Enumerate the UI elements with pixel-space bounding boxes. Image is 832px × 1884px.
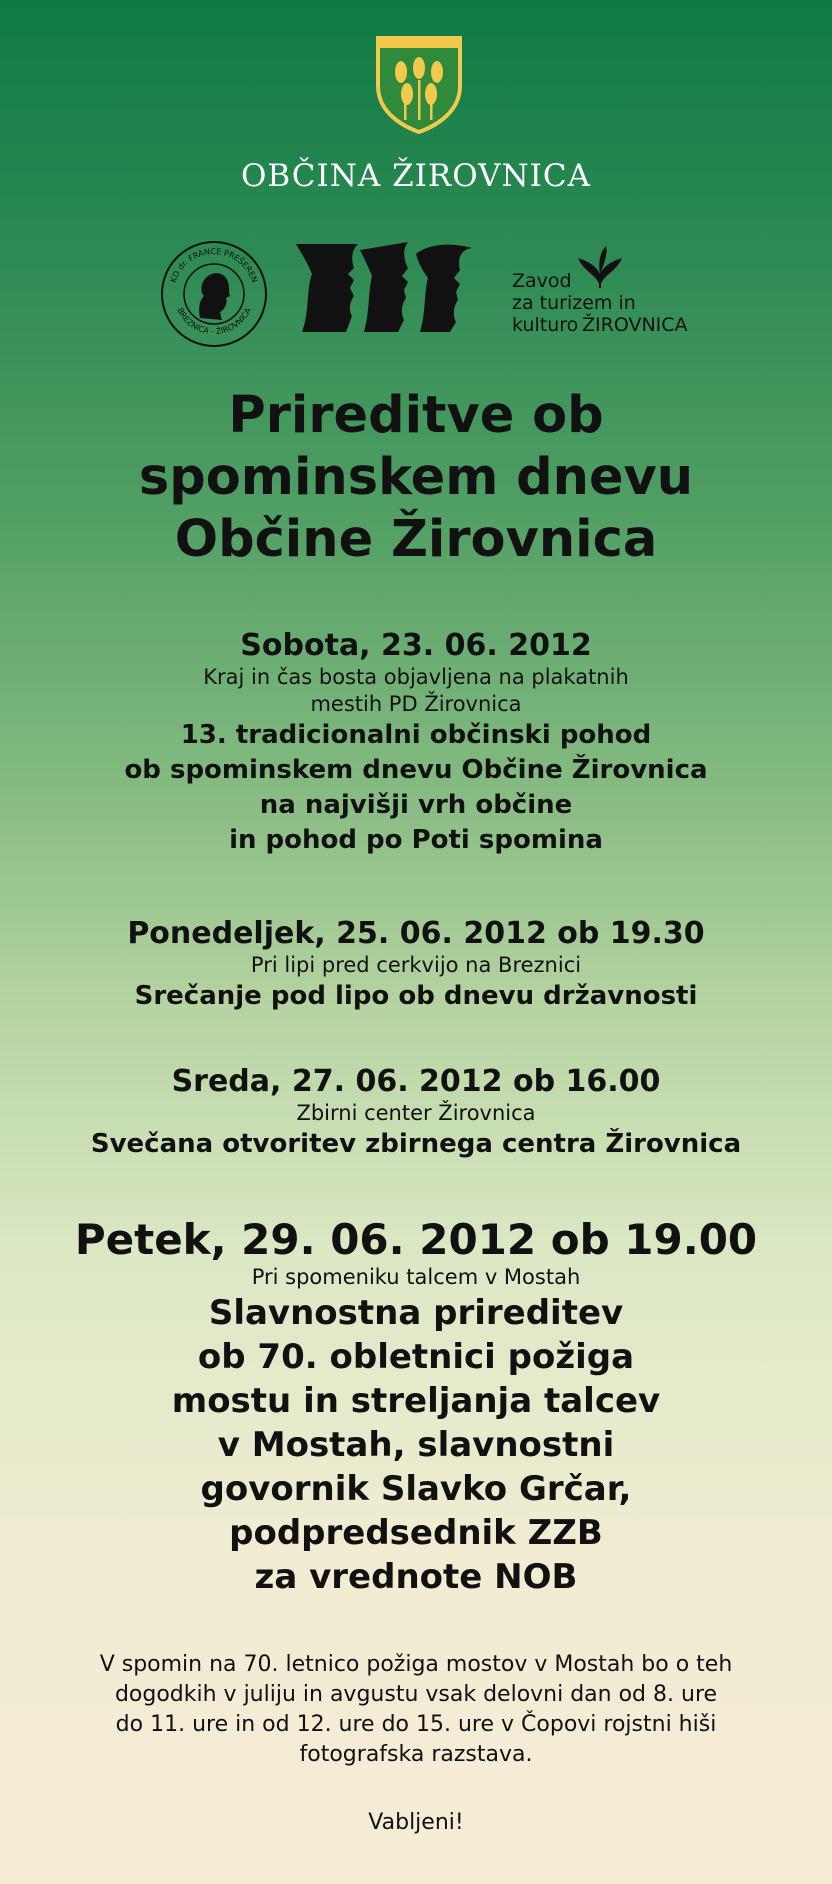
event-2 [0,916,832,1014]
crest-icon [374,34,464,134]
page-title [0,385,832,571]
event-title: podpredsednik ZZB [229,1513,603,1553]
event-date: Sobota, 23. 06. 2012 [240,628,592,663]
preseren-medallion-icon [160,240,268,348]
event-title: na najvišji vrh občine [259,790,573,820]
footer-line: do 11. ure in od 12. ure do 15. ure v Čopovi rojstni hiši [115,1712,717,1737]
event-title: govornik Slavko Grčar, [200,1469,632,1509]
zavod-line2: za turizem in kulturo [512,292,636,336]
event-title: Srečanje pod lipo ob dnevu državnosti [134,981,698,1011]
event-title: za vrednote NOB [254,1557,578,1597]
feather-icon [570,244,630,288]
event-title: ob spominskem dnevu Občine Žirovnica [124,755,708,785]
event-title: 13. tradicionalni občinski pohod [180,720,652,750]
event-4 [0,1216,832,1599]
footer-line: V spomin na 70. letnico požiga mostov v Mostah bo o teh [99,1652,733,1677]
event-location: Pri lipi pred cerkvijo na Breznici [250,953,582,977]
footer-text [60,1650,772,1770]
medallion-text-top: KD dr. FRANCE PREŠEREN [168,246,260,284]
title-line: spominskem dnevu [138,448,694,507]
event-title: ob 70. obletnici požiga [197,1337,635,1377]
event-date: Ponedeljek, 25. 06. 2012 ob 19.30 [127,916,705,951]
closing-text: Vabljeni! [368,1810,464,1835]
event-3 [0,1064,832,1162]
event-date: Petek, 29. 06. 2012 ob 19.00 [74,1215,758,1264]
event-title: in pohod po Poti spomina [229,825,603,855]
event-date: Sreda, 27. 06. 2012 ob 16.00 [171,1064,661,1099]
event-location: Kraj in čas bosta objavljena na plakatnih [203,665,629,689]
footer-line: fotografska razstava. [299,1742,533,1767]
event-title: v Mostah, slavnostni [217,1425,615,1465]
zavod-logo [512,244,702,336]
event-title: Svečana otvoritev zbirnega centra Žirovnica [90,1129,742,1159]
footer-line: dogodkih v juliju in avgustu vsak delovni dan od 8. ure [114,1682,718,1707]
title-line: Občine Žirovnica [174,510,658,569]
medallion-text-bottom: BREZNICA - ŽIROVNICA [175,306,253,337]
event-location: Pri spomeniku talcem v Mostah [251,1265,581,1289]
event-title: Slavnostna prireditev [208,1293,624,1333]
profiles-icon [292,240,477,336]
zavod-line3: ŽIROVNICA [582,314,688,336]
event-location: mestih PD Žirovnica [310,692,522,716]
title-line: Prireditve ob [228,386,604,445]
zavod-line1: Zavod [512,270,572,292]
event-location: Zbirni center Žirovnica [296,1101,536,1125]
event-1 [0,628,832,858]
event-title: mostu in streljanja talcev [171,1381,661,1421]
org-name: OBČINA ŽIROVNICA [241,158,591,194]
